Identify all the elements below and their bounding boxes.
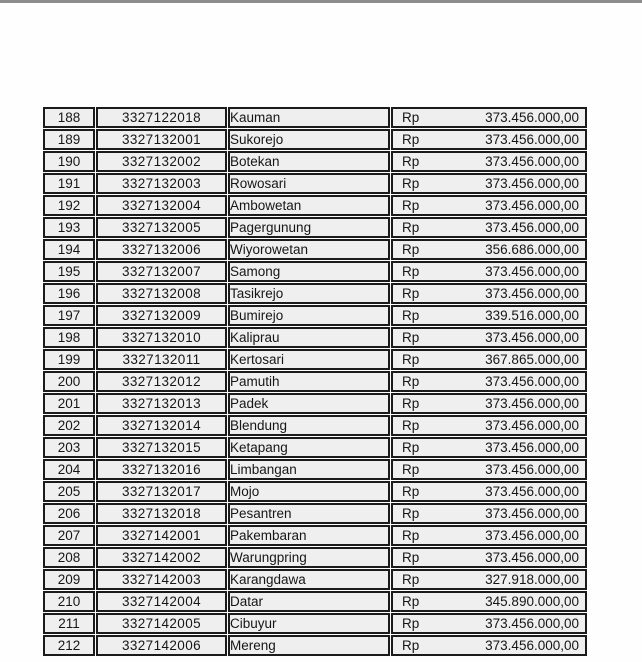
amount-cell — [391, 217, 587, 238]
table-row — [43, 415, 587, 436]
amount-value: 373.456.000,00 — [485, 264, 579, 279]
village-name-cell: Kauman — [228, 107, 390, 128]
table-row — [43, 239, 587, 260]
currency-label: Rp — [402, 220, 420, 235]
village-name-cell: Ambowetan — [228, 195, 390, 216]
village-code-cell: 3327132005 — [96, 217, 227, 238]
village-code-cell: 3327132010 — [96, 327, 227, 348]
amount-cell — [391, 481, 587, 502]
row-number-cell: 198 — [43, 327, 95, 348]
village-code-cell: 3327132008 — [96, 283, 227, 304]
row-number-cell: 212 — [43, 635, 95, 656]
amount-value: 373.456.000,00 — [485, 176, 579, 191]
village-name-cell: Cibuyur — [228, 613, 390, 634]
village-code-cell: 3327132002 — [96, 151, 227, 172]
row-number-cell: 196 — [43, 283, 95, 304]
village-code-cell: 3327132015 — [96, 437, 227, 458]
village-code-cell: 3327142001 — [96, 525, 227, 546]
currency-label: Rp — [402, 440, 420, 455]
currency-label: Rp — [402, 352, 420, 367]
village-name-cell: Wiyorowetan — [228, 239, 390, 260]
table-body — [43, 107, 587, 656]
currency-label: Rp — [402, 616, 420, 631]
table-row — [43, 283, 587, 304]
village-name-cell: Pamutih — [228, 371, 390, 392]
village-code-cell: 3327142004 — [96, 591, 227, 612]
village-code-cell: 3327132017 — [96, 481, 227, 502]
amount-value: 373.456.000,00 — [485, 616, 579, 631]
table-row — [43, 371, 587, 392]
amount-value: 327.918.000,00 — [485, 572, 579, 587]
amount-cell — [391, 525, 587, 546]
amount-cell — [391, 635, 587, 656]
amount-value: 373.456.000,00 — [485, 506, 579, 521]
village-name-cell: Tasikrejo — [228, 283, 390, 304]
row-number-cell: 204 — [43, 459, 95, 480]
village-code-cell: 3327132007 — [96, 261, 227, 282]
row-number-cell: 200 — [43, 371, 95, 392]
village-code-cell: 3327132003 — [96, 173, 227, 194]
amount-value: 373.456.000,00 — [485, 550, 579, 565]
currency-label: Rp — [402, 572, 420, 587]
village-name-cell: Pakembaran — [228, 525, 390, 546]
amount-value: 373.456.000,00 — [485, 132, 579, 147]
amount-cell — [391, 195, 587, 216]
village-code-cell: 3327132018 — [96, 503, 227, 524]
amount-cell — [391, 327, 587, 348]
amount-cell — [391, 371, 587, 392]
row-number-cell: 197 — [43, 305, 95, 326]
amount-value: 373.456.000,00 — [485, 484, 579, 499]
row-number-cell: 191 — [43, 173, 95, 194]
table-row — [43, 635, 587, 656]
currency-label: Rp — [402, 110, 420, 125]
table-row — [43, 217, 587, 238]
village-code-cell: 3327142006 — [96, 635, 227, 656]
village-name-cell: Pesantren — [228, 503, 390, 524]
currency-label: Rp — [402, 330, 420, 345]
amount-cell — [391, 415, 587, 436]
row-number-cell: 199 — [43, 349, 95, 370]
village-name-cell: Mereng — [228, 635, 390, 656]
village-name-cell: Warungpring — [228, 547, 390, 568]
currency-label: Rp — [402, 550, 420, 565]
table-row — [43, 569, 587, 590]
village-code-cell: 3327132011 — [96, 349, 227, 370]
village-name-cell: Limbangan — [228, 459, 390, 480]
currency-label: Rp — [402, 396, 420, 411]
amount-cell — [391, 569, 587, 590]
currency-label: Rp — [402, 418, 420, 433]
amount-cell — [391, 305, 587, 326]
village-code-cell: 3327132016 — [96, 459, 227, 480]
village-code-cell: 3327142003 — [96, 569, 227, 590]
amount-value: 373.456.000,00 — [485, 374, 579, 389]
row-number-cell: 195 — [43, 261, 95, 282]
row-number-cell: 201 — [43, 393, 95, 414]
row-number-cell: 202 — [43, 415, 95, 436]
village-name-cell: Sukorejo — [228, 129, 390, 150]
table-row — [43, 129, 587, 150]
amount-value: 373.456.000,00 — [485, 154, 579, 169]
village-name-cell: Kaliprau — [228, 327, 390, 348]
amount-cell — [391, 239, 587, 260]
amount-value: 373.456.000,00 — [485, 110, 579, 125]
page-top-edge-line — [0, 0, 642, 3]
amount-cell — [391, 349, 587, 370]
table-row — [43, 591, 587, 612]
village-code-cell: 3327132009 — [96, 305, 227, 326]
amount-cell — [391, 151, 587, 172]
table-row — [43, 547, 587, 568]
village-code-cell: 3327132001 — [96, 129, 227, 150]
row-number-cell: 188 — [43, 107, 95, 128]
amount-value: 373.456.000,00 — [485, 396, 579, 411]
amount-value: 373.456.000,00 — [485, 198, 579, 213]
amount-value: 367.865.000,00 — [485, 352, 579, 367]
row-number-cell: 203 — [43, 437, 95, 458]
table-row — [43, 481, 587, 502]
table-row — [43, 261, 587, 282]
amount-cell — [391, 173, 587, 194]
row-number-cell: 192 — [43, 195, 95, 216]
amount-value: 373.456.000,00 — [485, 638, 579, 653]
village-name-cell: Kertosari — [228, 349, 390, 370]
table-row — [43, 195, 587, 216]
table-row — [43, 503, 587, 524]
row-number-cell: 194 — [43, 239, 95, 260]
currency-label: Rp — [402, 198, 420, 213]
currency-label: Rp — [402, 176, 420, 191]
amount-value: 373.456.000,00 — [485, 440, 579, 455]
currency-label: Rp — [402, 264, 420, 279]
village-code-cell: 3327132014 — [96, 415, 227, 436]
table-row — [43, 349, 587, 370]
currency-label: Rp — [402, 242, 420, 257]
village-name-cell: Mojo — [228, 481, 390, 502]
row-number-cell: 193 — [43, 217, 95, 238]
row-number-cell: 206 — [43, 503, 95, 524]
currency-label: Rp — [402, 528, 420, 543]
amount-cell — [391, 613, 587, 634]
currency-label: Rp — [402, 132, 420, 147]
table-row — [43, 613, 587, 634]
village-name-cell: Rowosari — [228, 173, 390, 194]
village-name-cell: Bumirejo — [228, 305, 390, 326]
row-number-cell: 208 — [43, 547, 95, 568]
amount-value: 373.456.000,00 — [485, 220, 579, 235]
village-name-cell: Padek — [228, 393, 390, 414]
table-row — [43, 525, 587, 546]
table-row — [43, 327, 587, 348]
row-number-cell: 205 — [43, 481, 95, 502]
village-name-cell: Botekan — [228, 151, 390, 172]
currency-label: Rp — [402, 308, 420, 323]
amount-cell — [391, 547, 587, 568]
table-row — [43, 437, 587, 458]
table-row — [43, 107, 587, 128]
amount-cell — [391, 107, 587, 128]
amount-value: 356.686.000,00 — [485, 242, 579, 257]
village-code-cell: 3327142002 — [96, 547, 227, 568]
row-number-cell: 207 — [43, 525, 95, 546]
table-row — [43, 459, 587, 480]
village-name-cell: Datar — [228, 591, 390, 612]
amount-cell — [391, 261, 587, 282]
village-code-cell: 3327132004 — [96, 195, 227, 216]
amount-value: 373.456.000,00 — [485, 418, 579, 433]
village-name-cell: Karangdawa — [228, 569, 390, 590]
table-row — [43, 393, 587, 414]
amount-value: 373.456.000,00 — [485, 330, 579, 345]
row-number-cell: 210 — [43, 591, 95, 612]
currency-label: Rp — [402, 286, 420, 301]
currency-label: Rp — [402, 638, 420, 653]
currency-label: Rp — [402, 484, 420, 499]
amount-value: 339.516.000,00 — [485, 308, 579, 323]
village-code-cell: 3327122018 — [96, 107, 227, 128]
table-row — [43, 173, 587, 194]
village-code-cell: 3327132012 — [96, 371, 227, 392]
row-number-cell: 189 — [43, 129, 95, 150]
amount-cell — [391, 459, 587, 480]
row-number-cell: 211 — [43, 613, 95, 634]
row-number-cell: 209 — [43, 569, 95, 590]
amount-value: 345.890.000,00 — [485, 594, 579, 609]
amount-value: 373.456.000,00 — [485, 528, 579, 543]
row-number-cell: 190 — [43, 151, 95, 172]
amount-cell — [391, 283, 587, 304]
amount-value: 373.456.000,00 — [485, 286, 579, 301]
amount-cell — [391, 503, 587, 524]
amount-value: 373.456.000,00 — [485, 462, 579, 477]
amount-cell — [391, 129, 587, 150]
currency-label: Rp — [402, 506, 420, 521]
amount-cell — [391, 437, 587, 458]
village-code-cell: 3327132006 — [96, 239, 227, 260]
village-fund-allocation-table — [42, 106, 588, 657]
currency-label: Rp — [402, 154, 420, 169]
amount-cell — [391, 393, 587, 414]
village-name-cell: Blendung — [228, 415, 390, 436]
village-code-cell: 3327132013 — [96, 393, 227, 414]
currency-label: Rp — [402, 594, 420, 609]
table-row — [43, 305, 587, 326]
village-name-cell: Ketapang — [228, 437, 390, 458]
table-row — [43, 151, 587, 172]
currency-label: Rp — [402, 374, 420, 389]
currency-label: Rp — [402, 462, 420, 477]
amount-cell — [391, 591, 587, 612]
village-name-cell: Pagergunung — [228, 217, 390, 238]
village-name-cell: Samong — [228, 261, 390, 282]
village-code-cell: 3327142005 — [96, 613, 227, 634]
